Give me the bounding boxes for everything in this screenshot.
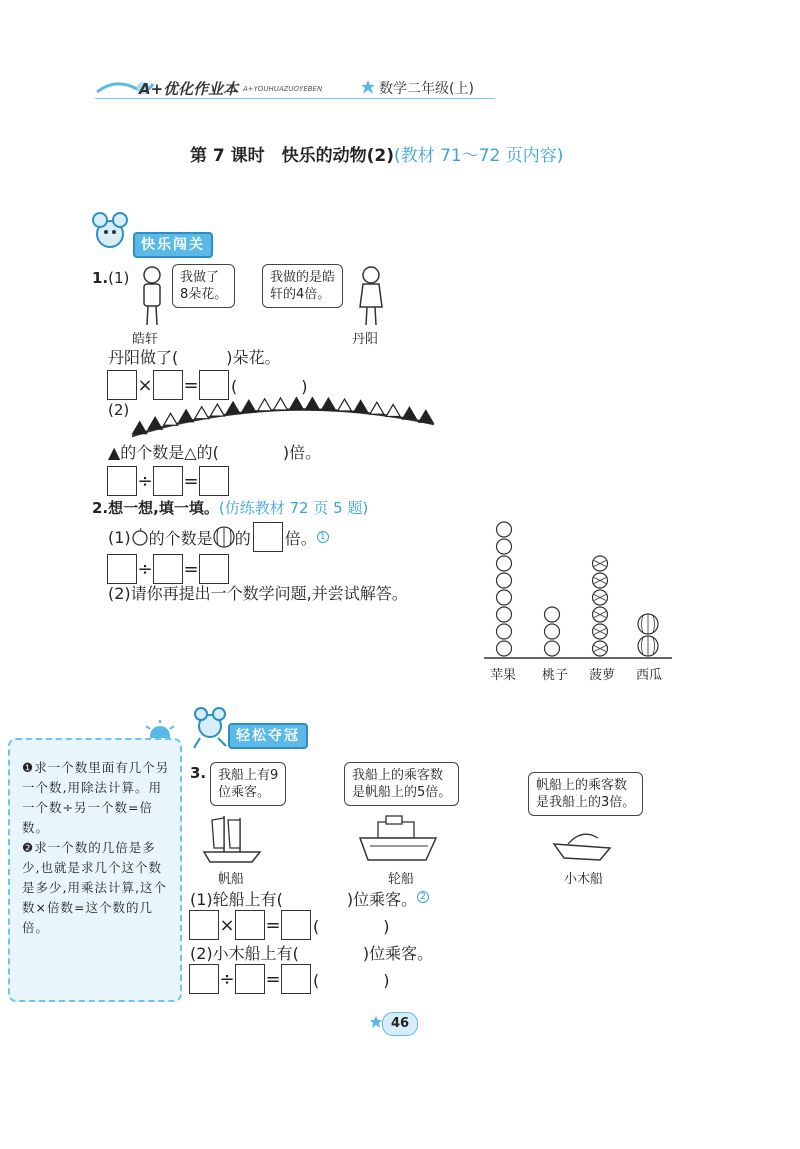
star-icon bbox=[361, 80, 375, 94]
apple-icon bbox=[497, 641, 512, 656]
section-badge-kuaile: 快乐闯关 bbox=[133, 232, 213, 258]
header-line bbox=[95, 98, 495, 99]
equals-sign: = bbox=[183, 374, 199, 396]
filled-triangle-icon bbox=[148, 417, 162, 429]
lesson-title bbox=[190, 141, 563, 166]
footnote-mark: 2 bbox=[417, 891, 429, 903]
bubble-ship-line2: 是帆船上的5倍。 bbox=[352, 785, 452, 800]
mouse-mascot-icon bbox=[88, 210, 132, 254]
label-sailboat: 帆船 bbox=[218, 872, 245, 887]
divide-sign: ÷ bbox=[219, 968, 235, 990]
q1-part2-label: (2) bbox=[108, 401, 130, 419]
running-mouse-icon bbox=[190, 706, 230, 750]
answer-box[interactable] bbox=[153, 466, 183, 496]
pineapple-icon bbox=[593, 590, 608, 605]
tip-box bbox=[8, 738, 182, 1002]
equals-sign: = bbox=[183, 470, 199, 492]
label-rowboat: 小木船 bbox=[564, 872, 604, 887]
brand-title: A+优化作业本 bbox=[139, 80, 239, 98]
outline-triangle-icon bbox=[195, 407, 209, 419]
boy-haoxuan-icon bbox=[135, 265, 169, 327]
chart-label-pineapple: 菠萝 bbox=[589, 668, 616, 683]
answer-box[interactable] bbox=[281, 964, 311, 994]
bubble-haoxuan-line1: 我做了 bbox=[180, 270, 220, 285]
outline-triangle-icon bbox=[370, 402, 384, 414]
q1-prompt: 丹阳做了( )朵花。 bbox=[108, 348, 281, 367]
outline-triangle-icon bbox=[274, 398, 288, 410]
watermelon-icon bbox=[638, 614, 658, 634]
bubble-danyang bbox=[262, 264, 343, 308]
watermelon-icon bbox=[638, 636, 658, 656]
outline-triangle-icon bbox=[386, 404, 400, 416]
rowboat-icon bbox=[552, 824, 612, 864]
unit-blank[interactable]: ( ) bbox=[313, 970, 390, 990]
q3-prompt1-text: (1)轮船上有( )位乘客。 bbox=[190, 890, 418, 909]
lesson-title-note: (教材 71～72 页内容) bbox=[394, 146, 564, 166]
footnote-mark: 1 bbox=[317, 531, 329, 543]
pineapple-icon bbox=[593, 556, 608, 571]
pineapple-icon bbox=[593, 607, 608, 622]
answer-box[interactable] bbox=[281, 910, 311, 940]
filled-triangle-icon bbox=[354, 400, 368, 412]
apple-icon bbox=[497, 624, 512, 639]
answer-box[interactable] bbox=[189, 964, 219, 994]
bubble-sailboat bbox=[210, 762, 286, 806]
filled-triangle-icon bbox=[133, 422, 147, 434]
filled-triangle-icon bbox=[226, 402, 240, 414]
bubble-danyang-line1: 我做的是皓 bbox=[270, 270, 336, 285]
answer-box[interactable] bbox=[235, 910, 265, 940]
tip-line1: ❶求一个数里面有几个另一个数,用除法计算。用一个数÷另一个数=倍数。 bbox=[22, 760, 170, 835]
equals-sign: = bbox=[265, 914, 281, 936]
filled-triangle-icon bbox=[242, 400, 256, 412]
bubble-ship bbox=[344, 762, 459, 806]
bubble-rowboat-line2: 是我船上的3倍。 bbox=[536, 795, 636, 810]
outline-triangle-icon bbox=[210, 404, 224, 416]
q1-equation2 bbox=[107, 466, 229, 496]
divide-sign: ÷ bbox=[137, 470, 153, 492]
q2-part1 bbox=[108, 522, 329, 552]
girl-danyang-icon bbox=[354, 265, 388, 327]
apple-icon bbox=[497, 556, 512, 571]
unit-blank[interactable]: ( ) bbox=[313, 916, 390, 936]
name-danyang: 丹阳 bbox=[352, 332, 379, 347]
answer-box[interactable] bbox=[189, 910, 219, 940]
times-sign: × bbox=[219, 914, 235, 936]
sailboat-icon bbox=[200, 812, 264, 864]
filled-triangle-icon bbox=[289, 398, 303, 410]
q2-heading bbox=[92, 497, 368, 518]
apple-icon bbox=[497, 539, 512, 554]
bubble-danyang-line2: 轩的4倍。 bbox=[270, 287, 331, 302]
answer-box[interactable] bbox=[235, 964, 265, 994]
q1-prompt2: ▲的个数是△的( )倍。 bbox=[108, 443, 322, 462]
pineapple-icon bbox=[593, 641, 608, 656]
answer-box[interactable] bbox=[253, 522, 283, 552]
chart-label-watermelon: 西瓜 bbox=[636, 668, 663, 683]
q2-part1-text2: 的 bbox=[234, 528, 251, 548]
bubble-rowboat bbox=[528, 772, 643, 816]
q2-title: 想一想,填一填。 bbox=[108, 499, 219, 517]
brand-subtitle: A+YOUHUAZUOYEBEN bbox=[243, 85, 323, 93]
q2-note: (仿练教材 72 页 5 题) bbox=[218, 499, 369, 517]
triangle-arc bbox=[128, 396, 440, 440]
ship-icon bbox=[358, 814, 438, 864]
filled-triangle-icon bbox=[179, 410, 193, 422]
filled-triangle-icon bbox=[305, 398, 319, 410]
q3-prompt2: (2)小木船上有( )位乘客。 bbox=[190, 944, 434, 963]
page-number-badge bbox=[382, 1012, 418, 1036]
q3-number: 3. bbox=[190, 764, 207, 782]
apple-icon bbox=[497, 573, 512, 588]
page-number-star-icon bbox=[370, 1016, 382, 1028]
q3-equation1 bbox=[189, 910, 390, 940]
bubble-sailboat-line2: 位乘客。 bbox=[218, 785, 271, 800]
lesson-title-main: 第 7 课时 快乐的动物(2) bbox=[190, 146, 395, 166]
apple-icon bbox=[497, 590, 512, 605]
peach-icon bbox=[545, 641, 560, 656]
peach-icon bbox=[545, 607, 560, 622]
outline-triangle-icon bbox=[338, 399, 352, 411]
tip-line2: ❷求一个数的几倍是多少,也就是求几个这个数是多少,用乘法计算,这个数×倍数=这个数的几倍。 bbox=[22, 840, 167, 935]
unit-blank[interactable]: ( ) bbox=[231, 376, 308, 396]
q2-part2: (2)请你再提出一个数学问题,并尝试解答。 bbox=[108, 584, 408, 603]
peach-icon bbox=[545, 624, 560, 639]
subject-label: 数学二年级(上) bbox=[379, 81, 474, 97]
equals-sign: = bbox=[265, 968, 281, 990]
pineapple-icon bbox=[593, 573, 608, 588]
pineapple-icon bbox=[593, 624, 608, 639]
section-badge-qingsong: 轻松夺冠 bbox=[228, 723, 308, 749]
fruit-pictograph-chart bbox=[484, 510, 674, 660]
q3-prompt1 bbox=[190, 887, 429, 910]
outline-triangle-icon bbox=[164, 413, 178, 425]
apple-icon bbox=[497, 522, 512, 537]
filled-triangle-icon bbox=[419, 410, 433, 422]
bubble-haoxuan bbox=[172, 264, 235, 308]
chart-label-peach: 桃子 bbox=[542, 668, 569, 683]
bubble-rowboat-line1: 帆船上的乘客数 bbox=[536, 778, 628, 793]
answer-box[interactable] bbox=[199, 554, 229, 584]
times-sign: × bbox=[137, 374, 153, 396]
q1-number-text: 1. bbox=[92, 269, 109, 287]
chart-label-apple: 苹果 bbox=[490, 668, 517, 683]
page-number: 46 bbox=[390, 1016, 410, 1031]
header bbox=[95, 72, 515, 102]
bubble-haoxuan-line2: 8朵花。 bbox=[180, 287, 228, 302]
filled-triangle-icon bbox=[402, 407, 416, 419]
name-haoxuan: 皓轩 bbox=[132, 332, 159, 347]
label-ship: 轮船 bbox=[388, 872, 415, 887]
bubble-sailboat-line1: 我船上有9 bbox=[218, 768, 279, 783]
answer-box[interactable] bbox=[153, 554, 183, 584]
q2-part1-text3: 倍。 bbox=[284, 528, 317, 548]
q2-number: 2. bbox=[92, 499, 109, 517]
q1-number bbox=[92, 268, 129, 288]
divide-sign: ÷ bbox=[137, 558, 153, 580]
apple-icon bbox=[497, 607, 512, 622]
answer-box[interactable] bbox=[199, 466, 229, 496]
bubble-ship-line1: 我船上的乘客数 bbox=[352, 768, 444, 783]
apple-icon bbox=[131, 528, 149, 546]
q3-equation2 bbox=[189, 964, 390, 994]
q1-part1-label: (1) bbox=[108, 269, 130, 287]
q2-part1-text: 的个数是 bbox=[148, 528, 213, 548]
answer-box[interactable] bbox=[107, 554, 137, 584]
equals-sign: = bbox=[183, 558, 199, 580]
watermelon-icon bbox=[213, 526, 235, 548]
q2-equation bbox=[107, 554, 229, 584]
answer-box[interactable] bbox=[107, 466, 137, 496]
q2-part1-label: (1) bbox=[108, 527, 131, 547]
filled-triangle-icon bbox=[321, 398, 335, 410]
outline-triangle-icon bbox=[258, 399, 272, 411]
